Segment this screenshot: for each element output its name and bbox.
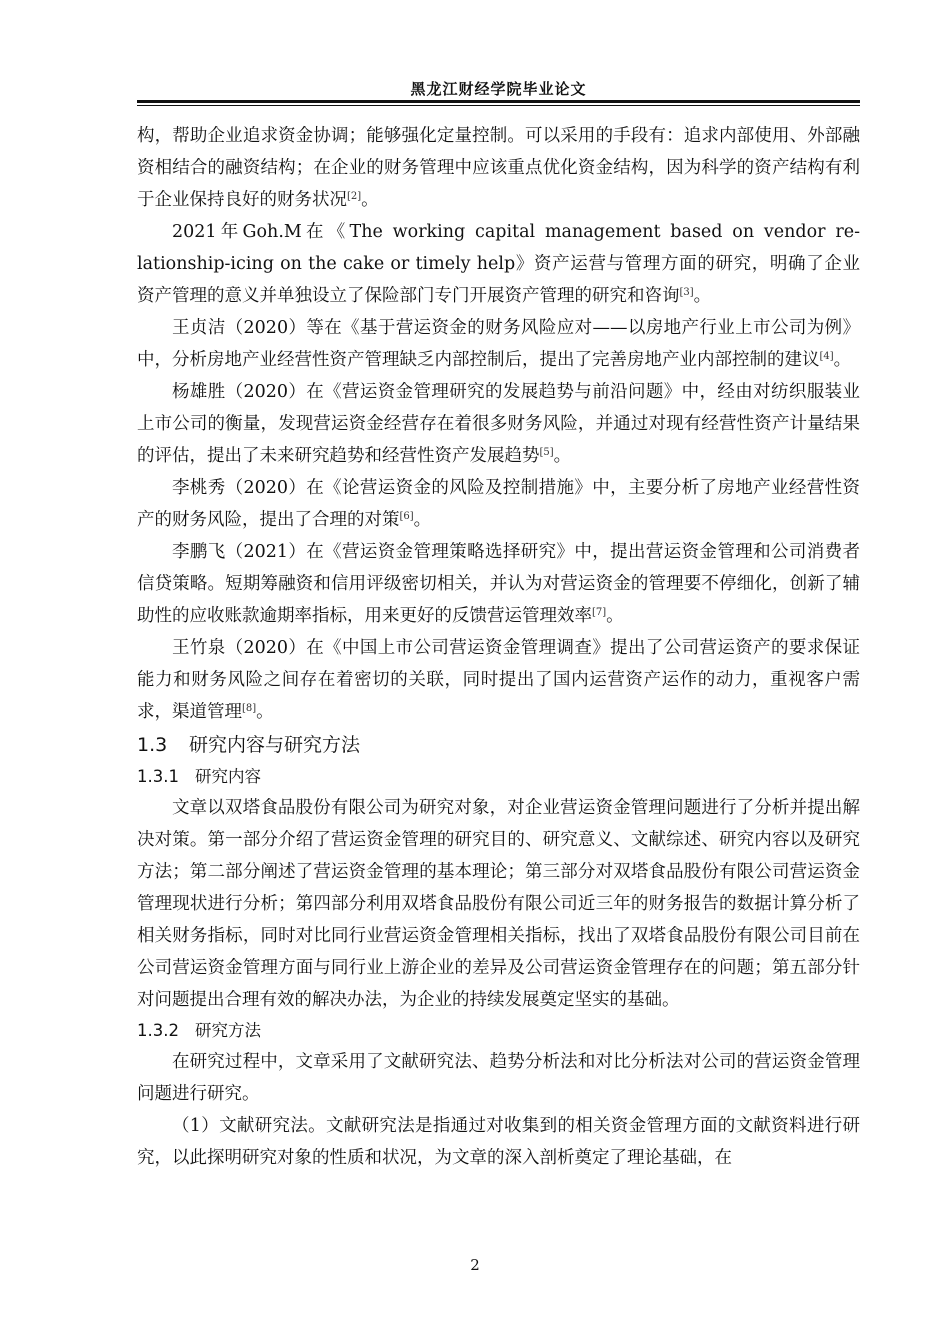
body-text: [137, 120, 860, 1174]
paragraph: （1）文献研究法。文献研究法是指通过对收集到的相关资金管理方面的文献资料进行研究，以此探明研究对象的性质和状况，为文章的深入剖析奠定了理论基础，在: [137, 1116, 860, 1168]
paragraph: 杨雄胜（2020）在《营运资金管理研究的发展趋势与前沿问题》中，经由对纺织服装业上市公司的衡量，发现营运资金经营存在着很多财务风险，并通过对现有经营性资产计量结果的评估，提出了未来研究趋势和经营性资产发展趋势[5]。: [137, 382, 860, 466]
page-number: 2: [470, 1256, 480, 1274]
section-heading: 1.3 研究内容与研究方法: [137, 734, 361, 756]
citation: [2]: [347, 191, 362, 202]
header-rule-thin: [137, 105, 860, 106]
citation: [3]: [679, 287, 694, 298]
paragraph: 2021年Goh.M在《The working capital management based on vendor re-lationship-icing on the cake or timely help》资产运营与管理方面的研究，明确了企业资产管理的意义并单独设立了保险部门专门开展资产管理的研究和咨询[3]。: [137, 222, 860, 306]
paragraph: 王竹泉（2020）在《中国上市公司营运资金管理调查》提出了公司营运资产的要求保证能力和财务风险之间存在着密切的关联，同时提出了国内运营资产运作的动力，重视客户需求，渠道管理[8]。: [137, 638, 860, 722]
citation: [5]: [539, 447, 554, 458]
paragraph: 构，帮助企业追求资金协调；能够强化定量控制。可以采用的手段有：追求内部使用、外部融资相结合的融资结构；在企业的财务管理中应该重点优化资金结构，因为科学的资产结构有利于企业保持良好的财务状况[2]。: [137, 126, 860, 210]
paragraph: 李鹏飞（2021）在《营运资金管理策略选择研究》中，提出营运资金管理和公司消费者信贷策略。短期筹融资和信用评级密切相关，并认为对营运资金的管理要不停细化，创新了辅助性的应收账款逾期率指标，用来更好的反馈营运管理效率[7]。: [137, 542, 860, 626]
citation: [6]: [399, 511, 414, 522]
header-rule-thick: [137, 100, 860, 103]
citation: [4]: [819, 351, 834, 362]
subsection-heading: 1.3.2 研究方法: [137, 1021, 261, 1040]
paragraph: 李桃秀（2020）在《论营运资金的风险及控制措施》中，主要分析了房地产业经营性资产的财务风险，提出了合理的对策[6]。: [137, 478, 860, 530]
paragraph: 王贞洁（2020）等在《基于营运资金的财务风险应对——以房地产行业上市公司为例》中，分析房地产业经营性资产管理缺乏内部控制后，提出了完善房地产业内部控制的建议[4]。: [137, 318, 860, 370]
subsection-heading: 1.3.1 研究内容: [137, 767, 261, 786]
citation: [7]: [592, 607, 607, 618]
running-header: 黑龙江财经学院毕业论文: [410, 80, 587, 98]
citation: [8]: [242, 703, 257, 714]
paragraph: 在研究过程中，文章采用了文献研究法、趋势分析法和对比分析法对公司的营运资金管理问题进行研究。: [137, 1052, 860, 1104]
paragraph: 文章以双塔食品股份有限公司为研究对象，对企业营运资金管理问题进行了分析并提出解决对策。第一部分介绍了营运资金管理的研究目的、研究意义、文献综述、研究内容以及研究方法；第二部分阐述了营运资金管理的基本理论；第三部分对双塔食品股份有限公司营运资金管理现状进行分析；第四部分利用双塔食品股份有限公司近三年的财务报告的数据计算分析了相关财务指标，同时对比同行业营运资金管理相关指标，找出了双塔食品股份有限公司目前在公司营运资金管理方面与同行业上游企业的差异及公司营运资金管理存在的问题；第五部分针对问题提出合理有效的解决办法，为企业的持续发展奠定坚实的基础。: [137, 798, 860, 1010]
